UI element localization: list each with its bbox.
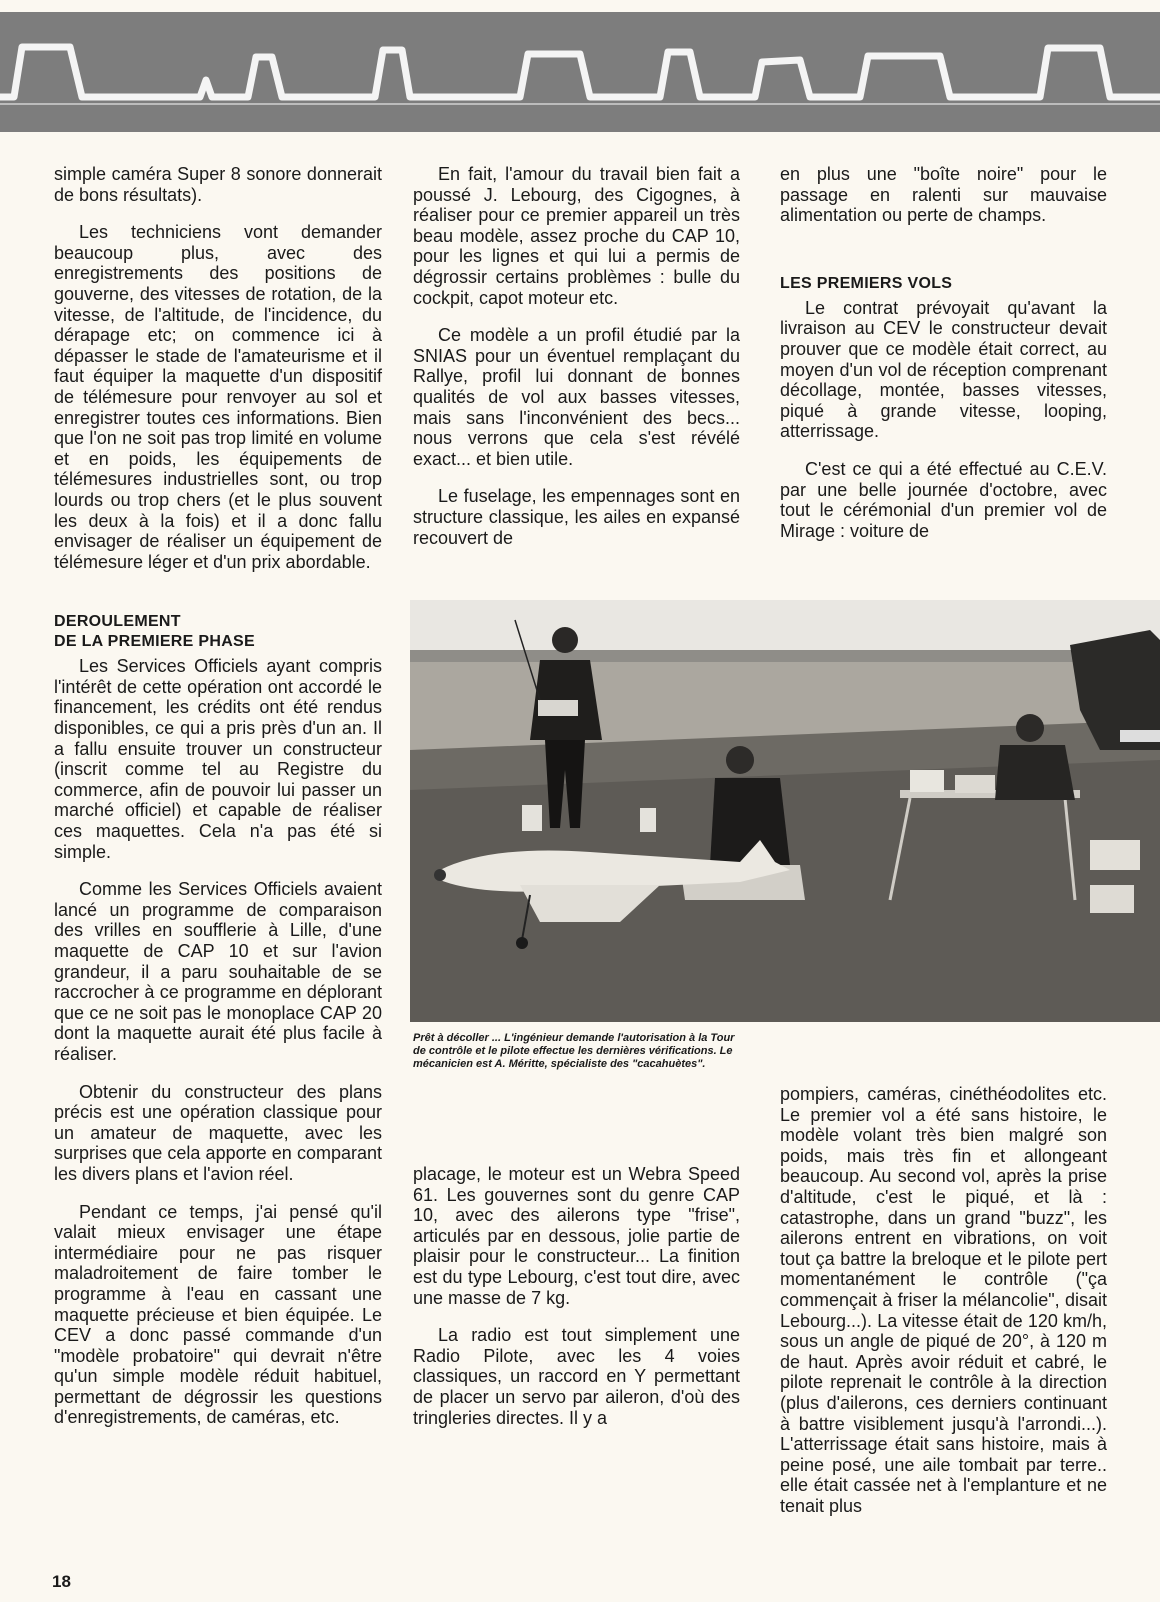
paragraph: placage, le moteur est un Webra Speed 61. Les gouvernes sont du genre CAP 10, avec des ailerons type "frise", articulés par en dessous, jolie partie de plaisir pour le constructeur... La finition est du type Lebourg, c'est tout dire, avec une masse de 7 kg. bbox=[413, 1164, 740, 1308]
photo-caption: Prêt à décoller ... L'ingénieur demande l'autorisation à la Tour de contrôle et le pilote effectue les dernières vérifications. Le mécanicien est A. Méritte, spécialiste des "cacahuètes". bbox=[413, 1032, 735, 1070]
header-waveform-banner bbox=[0, 12, 1160, 132]
paragraph: Le fuselage, les empennages sont en structure classique, les ailes en expansé recouvert de bbox=[413, 486, 740, 548]
paragraph: Les Services Officiels ayant compris l'intérêt de cette opération ont accordé le financement, les crédits ont été rendus disponibles, ce qui a pris près d'un an. Il a fallu ensuite trouver un constructeur (inscrit comme tel au Registre du commerce, afin de pouvoir lui passer un marché officiel) et capable de réaliser ces maquettes. Cela n'a pas été si simple. bbox=[54, 656, 382, 862]
paragraph: Les techniciens vont demander beaucoup plus, avec des enregistrements des positions de gouverne, des vitesses de rotation, de la vitesse, de l'altitude, de l'incidence, du dérapage etc; on commence ici à dépasser le stade de l'amateurisme et il faut équiper la maquette d'un dispositif de télémesure pour renvoyer au sol et enregistrer toutes ces informations. Bien que l'on ne soit pas trop limité en volume et en poids, les équipements de télémesures industrielles sont, ou trop lourds ou trop chers (et le plus souvent les deux à la fois) et il a donc fallu envisager de réaliser un équipement de télémesure léger et d'un prix abordable. bbox=[54, 222, 382, 572]
paragraph: C'est ce qui a été effectué au C.E.V. par une belle journée d'octobre, avec tout le cérémonial d'un premier vol de Mirage : voiture de bbox=[780, 458, 1107, 541]
paragraph: en plus une "boîte noire" pour le passage en ralenti sur mauvaise alimentation ou perte de champs. bbox=[780, 164, 1107, 226]
paragraph: pompiers, caméras, cinéthéodolites etc. Le premier vol a été sans histoire, le modèle volant très bien malgré son poids, mais très fin et allongeant beaucoup. Au second vol, après la prise d'altitude, c'est le piqué, et là : catastrophe, dans un grand "buzz", les ailerons entrent en vibrations, on voit tout ça battre la breloque et le pilote pert momentanément le contrôle ("ça commençait à friser la mélancolie", disait Lebourg...). La vitesse était de 120 km/h, sous un angle de piqué de 20°, à 120 m de haut. Après avoir réduit et cabré, le pilote reprenait le contrôle à la direction (plus d'ailerons, ces derniers continuant à battre visiblement jusqu'à l'arrondi...). L'atterrissage était sans histoire, mais à peine posé, une aile tombait par terre.. elle était cassée net à l'emplanture et ne tenait plus bbox=[780, 1084, 1107, 1516]
column-middle-bottom bbox=[413, 1164, 740, 1445]
paragraph: En fait, l'amour du travail bien fait a poussé J. Lebourg, des Cigognes, à réaliser pour ce premier appareil un très beau modèle, assez proche du CAP 10, pour les lignes et qui lui a permis de dégrossir certains problèmes : bulle du cockpit, capot moteur etc. bbox=[413, 164, 740, 308]
paragraph: Obtenir du constructeur des plans précis est une opération classique pour un amateur de maquette, avec les surprises que cela apporte en comparant les divers plans et l'avion réel. bbox=[54, 1081, 382, 1184]
section-heading bbox=[54, 612, 382, 652]
paragraph: Comme les Services Officiels avaient lancé un programme de comparaison des vrilles en soufflerie à Lille, d'une maquette de CAP 10 et sur l'avion grandeur, il a paru souhaitable de se raccrocher à ce programme en déplorant que ce ne soit pas le monoplace CAP 20 dont la maquette aurait été plus facile à réaliser. bbox=[54, 879, 382, 1064]
column-left bbox=[54, 164, 382, 1445]
page-number: 18 bbox=[52, 1572, 71, 1591]
column-right-bottom bbox=[780, 1084, 1107, 1533]
paragraph: Pendant ce temps, j'ai pensé qu'il valait mieux envisager une étape intermédiaire pour ne pas risquer maladroitement de faire tomber le programme à l'eau en cassant une maquette précieuse et bien équipée. Le CEV a donc passé commande d'un "modèle probatoire" qui devrait n'être qu'un simple modèle réduit habituel, permettant de dégrossir les questions d'enregistrements, de caméras, etc. bbox=[54, 1201, 382, 1428]
article-photo bbox=[410, 600, 1160, 1022]
airfield-photo-illustration bbox=[410, 600, 1160, 1022]
paragraph: simple caméra Super 8 sonore donnerait de bons résultats). bbox=[54, 164, 382, 205]
paragraph: Ce modèle a un profil étudié par la SNIAS pour un éventuel remplaçant du Rallye, profil lui donnant de bonnes qualités de vol aux basses vitesses, mais sans l'inconvénient des becs... nous verrons que cela s'est révélé exact... et bien utile. bbox=[413, 325, 740, 469]
paragraph: Le contrat prévoyait qu'avant la livraison au CEV le constructeur devait prouver que ce modèle était correct, au moyen d'un vol de réception comprenant décollage, montée, basses vitesses, piqué à grande vitesse, looping, atterrissage. bbox=[780, 297, 1107, 442]
section-heading: LES PREMIERS VOLS bbox=[780, 274, 953, 292]
column-middle-top bbox=[413, 164, 740, 565]
waveform-graphic bbox=[0, 12, 1160, 132]
column-right-top bbox=[780, 164, 1107, 558]
heading-line: DE LA PREMIERE PHASE bbox=[54, 633, 255, 651]
heading-line: DEROULEMENT bbox=[54, 613, 181, 631]
paragraph: La radio est tout simplement une Radio Pilote, avec les 4 voies classiques, un raccord en Y permettant de placer un servo par aileron, d'où des tringleries directes. Il y a bbox=[413, 1325, 740, 1428]
